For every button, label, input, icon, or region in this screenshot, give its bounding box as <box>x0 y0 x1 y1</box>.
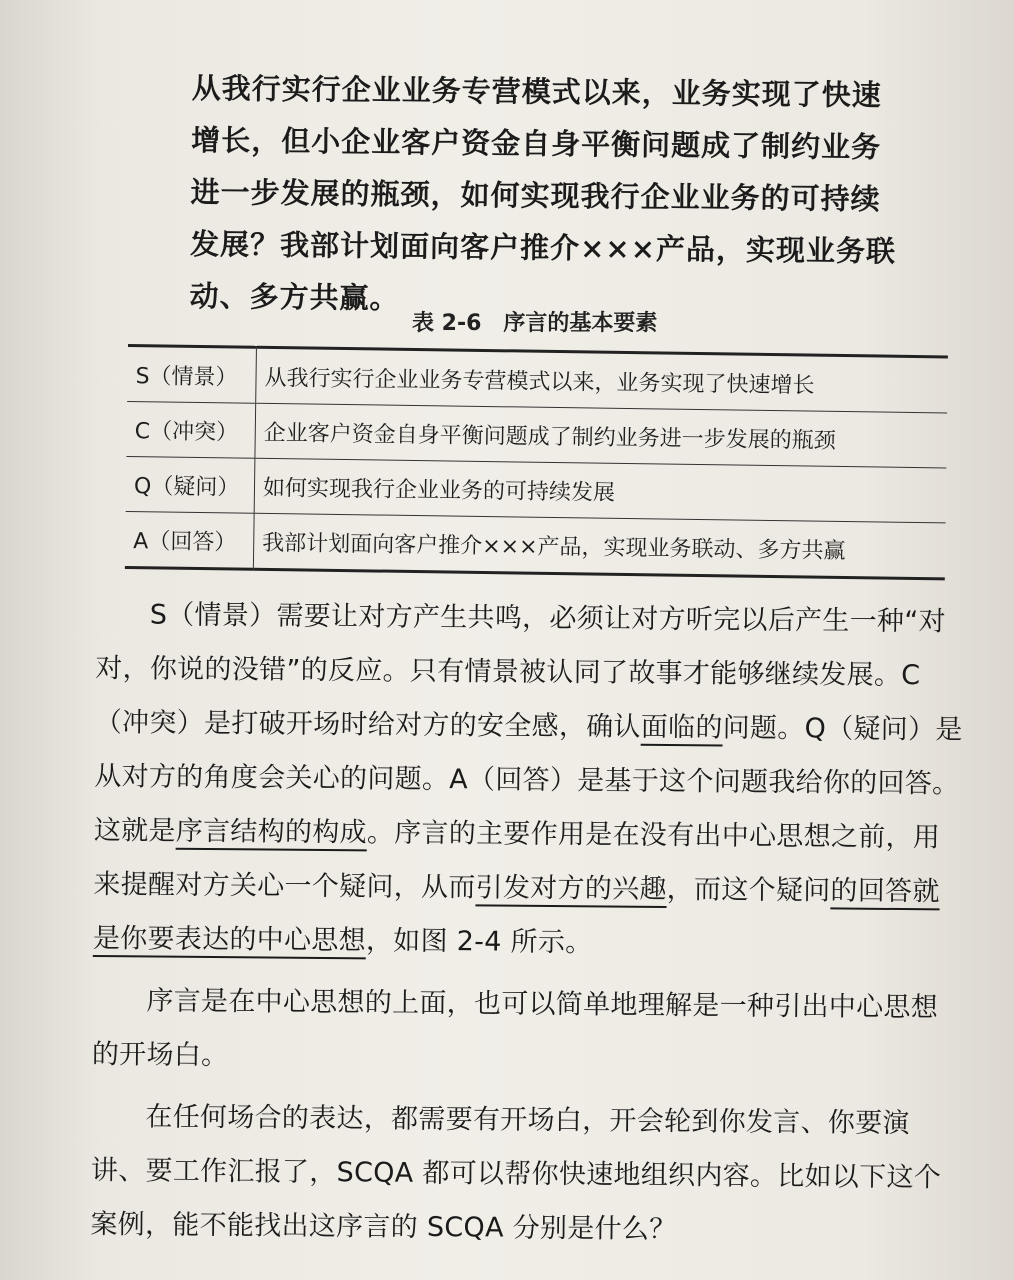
row-value-s: 从我行实行企业业务专营模式以来，业务实现了快速增长 <box>256 347 948 413</box>
row-value-a: 我部计划面向客户推介×××产品，实现业务联动、多方共赢 <box>253 513 945 579</box>
row-value-q: 如何实现我行企业业务的可持续发展 <box>254 458 946 523</box>
row-key-s: S（情景） <box>127 345 256 403</box>
paragraph-scqa-explanation: S（情景）需要让对方产生共鸣，必须让对方听完以后产生一种“对对，你说的没错”的反应。只有情景被认同了故事才能够继续发展。C（冲突）是打破开场时给对方的安全感，确认面临的问题。Q（疑问）是从对方的角度会关心的问题。A（回答）是基于这个问题我给你的回答。这就是序言结构的构成。序言的主要作用是在没有出中心思想之前，用来提醒对方关心一个疑问，从而引发对方的兴趣，而这个疑问的回答就是你要表达的中心思想，如图 2-4 所示。 <box>92 599 963 959</box>
table-caption: 表 2-6 序言的基本要素 <box>412 311 658 336</box>
row-value-c: 企业客户资金自身平衡问题成了制约业务进一步发展的瓶颈 <box>255 403 947 468</box>
underlined-phrase: 的回答就是你要表达的中心思想 <box>92 875 940 957</box>
underlined-phrase: 序言结构的构成 <box>175 815 368 849</box>
underlined-phrase: 面临的 <box>640 711 723 744</box>
table-row <box>125 511 946 578</box>
paragraph-preface-definition: 序言是在中心思想的上面，也可以简单地理解是一种引出中心思想的开场白。 <box>91 985 939 1072</box>
intro-paragraph: 从我行实行企业业务专营模式以来，业务实现了快速增长，但小企业客户资金自身平衡问题成了制约业务进一步发展的瓶颈，如何实现我行企业业务的可持续发展？我部计划面向客户推介×××产品，实现业务联动、多方共赢。 <box>189 70 897 316</box>
scqa-table <box>125 344 948 580</box>
table-wrapper <box>125 344 948 580</box>
row-key-c: C（冲突） <box>126 401 255 458</box>
row-key-q: Q（疑问） <box>126 456 255 513</box>
body-text <box>90 588 966 1260</box>
underlined-phrase: 引发对方的兴趣 <box>475 872 667 905</box>
row-key-a: A（回答） <box>125 511 254 569</box>
paragraph-scqa-usage: 在任何场合的表达，都需要有开场白，开会轮到你发言、你要演讲、要工作汇报了，SCQA 都可以帮你快速地组织内容。比如以下这个案例，能不能找出这序言的 SCQA 分别是什么？ <box>90 1101 942 1246</box>
